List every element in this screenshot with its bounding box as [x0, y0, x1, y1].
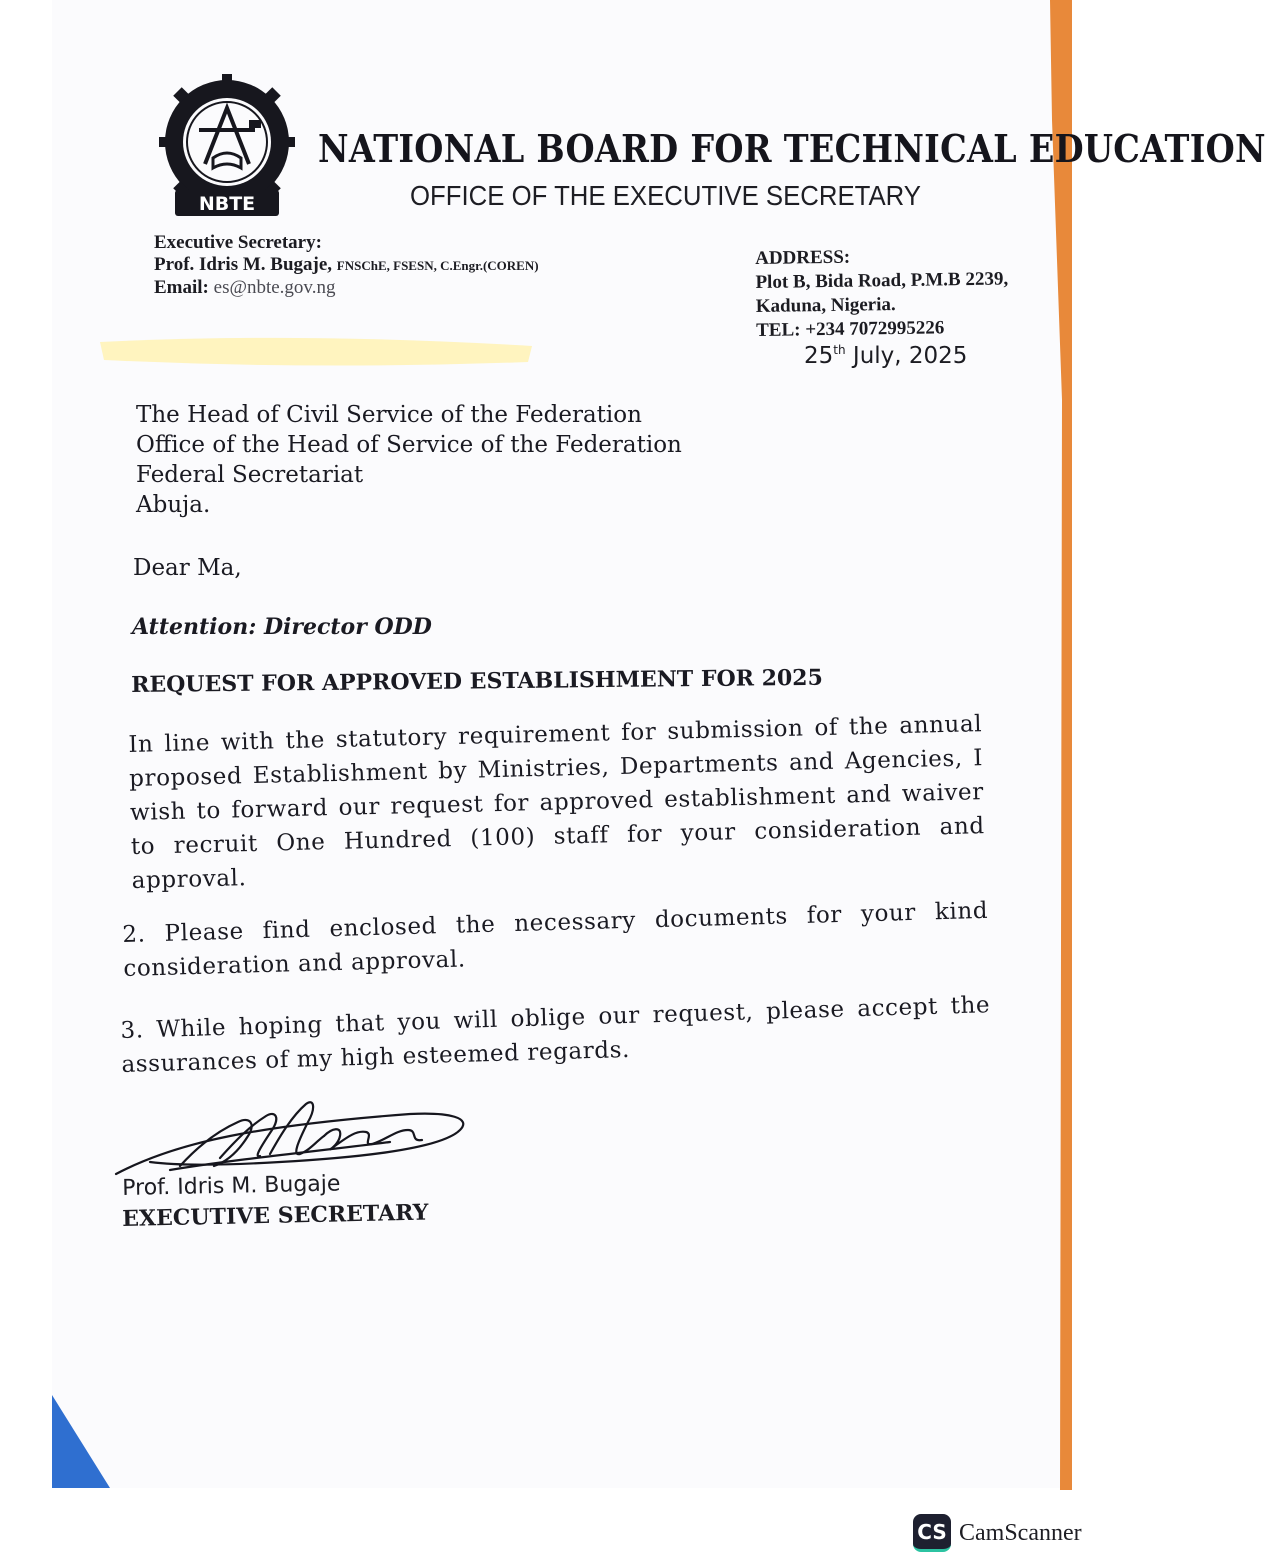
address-label: ADDRESS: — [755, 246, 851, 269]
executive-secretary-name: Prof. Idris M. Bugaje, — [154, 254, 333, 275]
office-title: OFFICE OF THE EXECUTIVE SECRETARY — [410, 180, 921, 211]
executive-secretary-name-line — [154, 254, 539, 277]
redacted-highlight — [96, 330, 536, 368]
signatory-name: Prof. Idris M. Bugaje — [122, 1171, 341, 1201]
salutation: Dear Ma, — [133, 555, 242, 581]
address-telephone: TEL: +234 7072995226 — [756, 317, 945, 341]
address-line-1: Plot B, Bida Road, P.M.B 2239, — [755, 268, 1009, 293]
logo-abbreviation: NBTE — [198, 193, 256, 215]
executive-secretary-credentials: FNSChE, FSESN, C.Engr.(COREN) — [336, 258, 539, 273]
date-rest: July, 2025 — [852, 343, 968, 369]
email-link[interactable]: es@nbte.gov.ng — [213, 277, 336, 298]
address-block — [755, 243, 1009, 343]
attention-line: Attention: Director ODD — [132, 614, 432, 640]
recipient-line-4: Abuja. — [136, 492, 211, 518]
executive-secretary-block — [154, 232, 539, 299]
email-line — [154, 277, 539, 299]
address-line-2: Kaduna, Nigeria. — [755, 294, 896, 317]
signatory-title: EXECUTIVE SECRETARY — [122, 1199, 429, 1232]
blue-corner-fold — [52, 1395, 112, 1490]
nbte-logo — [153, 72, 301, 220]
recipient-address — [136, 400, 682, 520]
paragraph-2: 2. Please find enclosed the necessary documents for your kind consideration and approval. — [122, 897, 989, 982]
orange-table-edge — [1040, 0, 1120, 1490]
date-day: 25 — [804, 343, 834, 369]
recipient-line-1: The Head of Civil Service of the Federation — [136, 402, 642, 428]
recipient-line-3: Federal Secretariat — [136, 462, 364, 488]
camscanner-watermark — [913, 1514, 1082, 1552]
executive-secretary-label: Executive Secretary: — [154, 232, 322, 253]
camscanner-label: CamScanner — [959, 1519, 1082, 1546]
paragraph-3: 3. While hoping that you will oblige our request, please accept the assurances of my high esteemed regards. — [120, 992, 991, 1078]
letter-subject: REQUEST FOR APPROVED ESTABLISHMENT FOR 2025 — [131, 664, 823, 698]
recipient-line-2: Office of the Head of Service of the Federation — [136, 432, 682, 458]
date-suffix: th — [833, 343, 846, 357]
camscanner-logo-icon: CS — [913, 1514, 951, 1552]
paragraph-1: In line with the statutory requirement for submission of the annual proposed Establishment by Ministries, Departments and Agencies, I wish to forward our request for approved establishment and waiver to recruit One Hundred (100) staff for your consideration and approval. — [128, 711, 985, 894]
letter-date — [804, 343, 967, 369]
organization-name: NATIONAL BOARD FOR TECHNICAL EDUCATION — [318, 126, 1266, 171]
email-label: Email: — [154, 277, 209, 298]
